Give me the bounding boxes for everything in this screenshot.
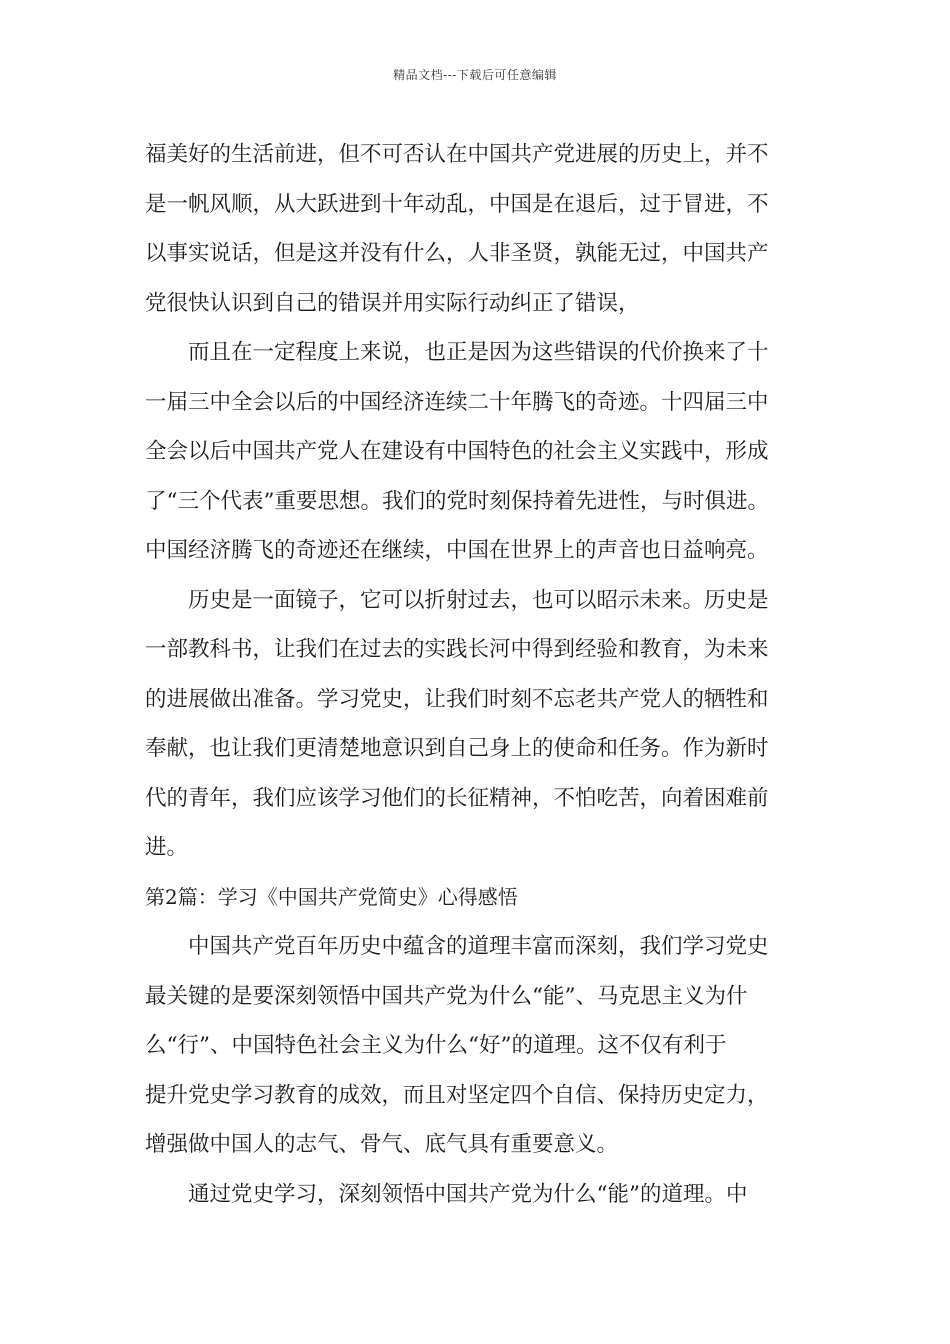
text-line: 是一帆风顺，从大跃进到十年动乱，中国是在退后，过于冒进，不 [145,191,769,217]
text-line: 福美好的生活前进，但不可否认在中国共产党进展的历史上，并不 [145,142,769,167]
text-line: 代的青年，我们应该学习他们的长征精神，不怕吃苦，向着困难前 [145,785,769,811]
text-line: 增强做中国人的志气、骨气、底气具有重要意义。 [145,1132,619,1157]
text-line: 奉献，也让我们更清楚地意识到自己身上的使命和任务。作为新时 [145,736,769,761]
text-line: 历史是一面镜子，它可以折射过去，也可以昭示未来。历史是 [188,587,769,613]
text-line: 全会以后中国共产党人在建设有中国特色的社会主义实践中，形成 [145,439,769,464]
text-line: 中国共产党百年历史中蕴含的道理丰富而深刻，我们学习党史 [188,934,769,959]
text-line: 么“行”、中国特色社会主义为什么“好”的道理。这不仅有利于 [145,1033,727,1058]
text-line: 了“三个代表”重要思想。我们的党时刻保持着先进性，与时俱进。 [145,488,769,514]
page-header: 精品文档---下载后可任意编辑 [393,68,557,82]
text-line: 提升党史学习教育的成效，而且对坚定四个自信、保持历史定力， [145,1082,769,1108]
text-line: 的进展做出准备。学习党史，让我们时刻不忘老共产党人的牺牲和 [145,686,769,712]
text-line: 以事实说话，但是这并没有什么，人非圣贤，孰能无过，中国共产 [145,241,769,266]
document-body [145,130,825,1219]
text-line: 一部教科书，让我们在过去的实践长河中得到经验和教育，为未来 [145,637,769,662]
text-line: 最关键的是要深刻领悟中国共产党为什么“能”、马克思主义为什 [145,983,748,1009]
text-line: 中国经济腾飞的奇迹还在继续，中国在世界上的声音也日益响亮。 [145,538,769,563]
text-line: 通过党史学习，深刻领悟中国共产党为什么“能”的道理。中 [188,1181,748,1207]
text-line: 而且在一定程度上来说，也正是因为这些错误的代价换来了十 [188,340,769,365]
text-line: 进。 [145,835,189,860]
section-heading: 第2篇：学习《中国共产党简史》心得感悟 [145,884,518,909]
text-line: 一届三中全会以后的中国经济连续二十年腾飞的奇迹。十四届三中 [145,389,769,415]
text-line: 党很快认识到自己的错误并用实际行动纠正了错误， [145,290,640,316]
